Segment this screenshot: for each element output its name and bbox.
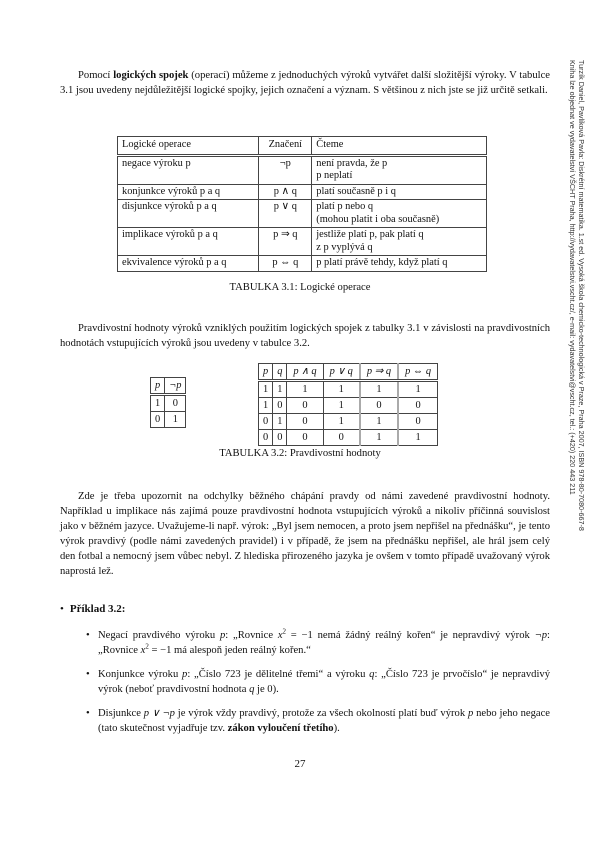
cell: 0 bbox=[360, 398, 398, 414]
text: je 0). bbox=[254, 684, 279, 695]
exponent: 2 bbox=[282, 627, 287, 636]
math-var: p bbox=[220, 630, 226, 641]
text: = −1 má alespoň jeden reálný kořen.“ bbox=[148, 645, 311, 656]
table-row bbox=[259, 398, 438, 414]
cell-notation: p ∨ q bbox=[259, 200, 312, 228]
cell-reading bbox=[312, 184, 487, 200]
cell: 1 bbox=[151, 395, 165, 412]
cell: 0 bbox=[398, 414, 437, 430]
table-row bbox=[151, 412, 186, 428]
cell: 1 bbox=[398, 381, 437, 398]
text: : „Rovnice bbox=[225, 630, 278, 641]
cell-reading bbox=[312, 200, 487, 228]
example-heading bbox=[60, 603, 125, 615]
cell: 1 bbox=[273, 414, 287, 430]
cell: 1 bbox=[165, 412, 186, 428]
cell-operation: implikace výroků p a q bbox=[118, 228, 259, 256]
cell: 0 bbox=[151, 412, 165, 428]
cell: 0 bbox=[287, 398, 323, 414]
math-var: ¬p bbox=[534, 630, 548, 641]
column-header: p ∧ q bbox=[287, 364, 323, 381]
cell: 1 bbox=[323, 381, 360, 398]
column-header: Logické operace bbox=[118, 137, 259, 156]
math-var: p bbox=[467, 708, 474, 719]
cell: 0 bbox=[398, 398, 437, 414]
cell: 1 bbox=[360, 381, 398, 398]
intro-text-suffix: (operací) můžeme z jednoduchých výroků vytvářet další složitější výroky. V tabulce 3.1 jsou uvedeny nejdůležitější logické spojky, jejich označení a význam. S většinou z nich jste se již určitě setkali. bbox=[60, 70, 550, 96]
truth-values-paragraph bbox=[60, 321, 550, 351]
page-number: 27 bbox=[294, 758, 306, 770]
side-note-citation: Turzík Daniel, Pavlíková Pavla: Diskrétní matematika. 1.st ed. Vysoká škola chemicko-technologická v Praze, Praha 2007, ISBN 978-80-7080-667-8 bbox=[577, 60, 586, 531]
reading-line: z p vyplývá q bbox=[316, 241, 373, 253]
table-logical-operations bbox=[117, 136, 487, 272]
column-header: p ⇔ q bbox=[398, 364, 437, 381]
cell: 1 bbox=[273, 381, 287, 398]
list-item bbox=[88, 706, 550, 736]
cell: 1 bbox=[323, 414, 360, 430]
example-title: Příklad 3.2: bbox=[69, 603, 126, 615]
column-header: Značení bbox=[259, 137, 312, 156]
reading-line: platí p nebo q bbox=[316, 201, 374, 212]
table-row bbox=[118, 155, 487, 184]
text: : „Číslo 723 je prvočíslo“ je nepravdivý výrok (neboť pravdivostní hodnota bbox=[98, 669, 550, 695]
list-item bbox=[88, 628, 550, 658]
column-header: Čteme bbox=[312, 137, 487, 156]
side-note bbox=[568, 60, 586, 760]
table-row bbox=[259, 430, 438, 446]
math-var: q bbox=[369, 669, 375, 680]
intro-text-prefix: Pomocí bbox=[78, 70, 114, 81]
cell: 1 bbox=[323, 398, 360, 414]
table-truth-values bbox=[258, 363, 438, 446]
cell: 1 bbox=[287, 381, 323, 398]
table-row bbox=[118, 184, 487, 200]
cell: 0 bbox=[273, 398, 287, 414]
cell-reading bbox=[312, 155, 487, 184]
math-var: q bbox=[249, 684, 255, 695]
table-row bbox=[118, 256, 487, 272]
cell-notation: ¬p bbox=[259, 155, 312, 184]
cell: 1 bbox=[398, 430, 437, 446]
cell-reading bbox=[312, 256, 487, 272]
cell: 1 bbox=[360, 414, 398, 430]
bullet-icon: • bbox=[86, 630, 90, 641]
paragraph-text: Zde je třeba upozornit na odchylky běžného chápání pravdy od námi zavedené pravdivostní hodnoty. Například u implikace nás zajímá pouze pravdivostní hodnota vstupujících výroků a nikoliv příčinná souvislost jako v běžném jazyce. Uvažujeme-li např. výrok: „Byl jsem nemocen, a proto jsem nepřišel na přednášku“, je tento výrok pravdivý (podle námi zavedených pravidel) i v případě, že jsem na přednášku nepřišel, ale hrál jsem celý den fotbal a nemocný jsem vůbec nebyl. Z hlediska přirozeného jazyka je ovšem v tomto případě uvažovaný výrok naprostá lež. bbox=[60, 491, 550, 577]
cell-notation: p ⇔ q bbox=[259, 256, 312, 272]
exponent: 2 bbox=[145, 642, 149, 651]
cell: 0 bbox=[323, 430, 360, 446]
reading-line: není pravda, že p bbox=[316, 157, 388, 169]
text: = −1 nemá žádný reálný kořen“ je nepravdivý výrok bbox=[286, 630, 535, 641]
text: Negací pravdivého výroku bbox=[98, 630, 220, 641]
term-excluded-middle: zákon vyloučení třetího bbox=[227, 723, 334, 734]
cell: 0 bbox=[273, 430, 287, 446]
math-var: x bbox=[277, 630, 283, 641]
cell: 0 bbox=[287, 430, 323, 446]
paragraph-text: Pravdivostní hodnoty výroků vzniklých použitím logických spojek z tabulky 3.1 v závislosti na pravdivostních hodnotách vstupujících výroků jsou uvedeny v tabulce 3.2. bbox=[60, 323, 550, 349]
column-header: p bbox=[151, 378, 165, 395]
table-row bbox=[259, 381, 438, 398]
reading-line: p platí právě tehdy, když platí q bbox=[316, 257, 448, 268]
intro-paragraph bbox=[60, 68, 550, 98]
text: je výrok vždy pravdivý, protože za všech okolností platí buď výrok bbox=[174, 708, 468, 719]
bullet-icon: • bbox=[60, 603, 64, 615]
column-header: p ∨ q bbox=[323, 364, 360, 381]
caveat-paragraph bbox=[60, 489, 550, 579]
list-item bbox=[88, 667, 550, 697]
cell: 1 bbox=[259, 381, 273, 398]
table-3-1-caption: TABULKA 3.1: Logické operace bbox=[229, 282, 371, 293]
cell: 0 bbox=[259, 414, 273, 430]
math-var: x bbox=[140, 645, 146, 656]
column-header: ¬p bbox=[165, 378, 186, 395]
cell: 0 bbox=[287, 414, 323, 430]
cell-reading bbox=[312, 228, 487, 256]
table-3-2-caption: TABULKA 3.2: Pravdivostní hodnoty bbox=[219, 448, 381, 459]
text: Disjunkce bbox=[98, 708, 144, 719]
cell: 1 bbox=[259, 398, 273, 414]
column-header: p bbox=[259, 364, 273, 381]
cell-operation: negace výroku p bbox=[118, 155, 259, 184]
text: ). bbox=[333, 723, 340, 734]
column-header: p ⇒ q bbox=[360, 364, 398, 381]
table-negation bbox=[150, 377, 186, 428]
math-var: p bbox=[182, 669, 188, 680]
text: : „Číslo 723 je dělitelné třemi“ a výroku bbox=[187, 669, 370, 680]
table-row bbox=[118, 228, 487, 256]
bullet-icon: • bbox=[86, 669, 90, 680]
cell-notation: p ⇒ q bbox=[259, 228, 312, 256]
table-row bbox=[259, 414, 438, 430]
example-list bbox=[88, 628, 550, 745]
term-logical-connectives: logických spojek bbox=[113, 70, 189, 81]
cell-operation: disjunkce výroků p a q bbox=[118, 200, 259, 228]
cell: 1 bbox=[360, 430, 398, 446]
bullet-icon: • bbox=[86, 708, 90, 719]
math-var: p ∨ ¬p bbox=[143, 708, 175, 719]
table-row bbox=[151, 395, 186, 412]
text: Konjunkce výroku bbox=[98, 669, 183, 680]
reading-line: platí současně p i q bbox=[316, 185, 396, 197]
cell-operation: ekvivalence výroků p a q bbox=[118, 256, 259, 272]
cell-notation: p ∧ q bbox=[259, 184, 312, 200]
side-note-order-info: Kniha lze objednat ve vydavatelství VŠCHT Praha, http://vydavatelstvi.vscht.cz/, e-mail: vydavatelstvi@vscht.cz, tel.: (+420) 220 443 211 bbox=[568, 60, 577, 495]
cell: 0 bbox=[259, 430, 273, 446]
table-row bbox=[118, 200, 487, 228]
text: : „Rovnice bbox=[98, 630, 550, 656]
cell: 0 bbox=[165, 395, 186, 412]
reading-line: jestliže platí p, pak platí q bbox=[316, 229, 424, 240]
text: nebo jeho negace (tato skutečnost vyjadřuje tzv. bbox=[98, 708, 550, 734]
column-header: q bbox=[273, 364, 287, 381]
reading-line: p neplatí bbox=[316, 170, 353, 181]
cell-operation: konjunkce výroků p a q bbox=[118, 184, 259, 200]
reading-line: (mohou platit i oba současně) bbox=[316, 213, 440, 225]
